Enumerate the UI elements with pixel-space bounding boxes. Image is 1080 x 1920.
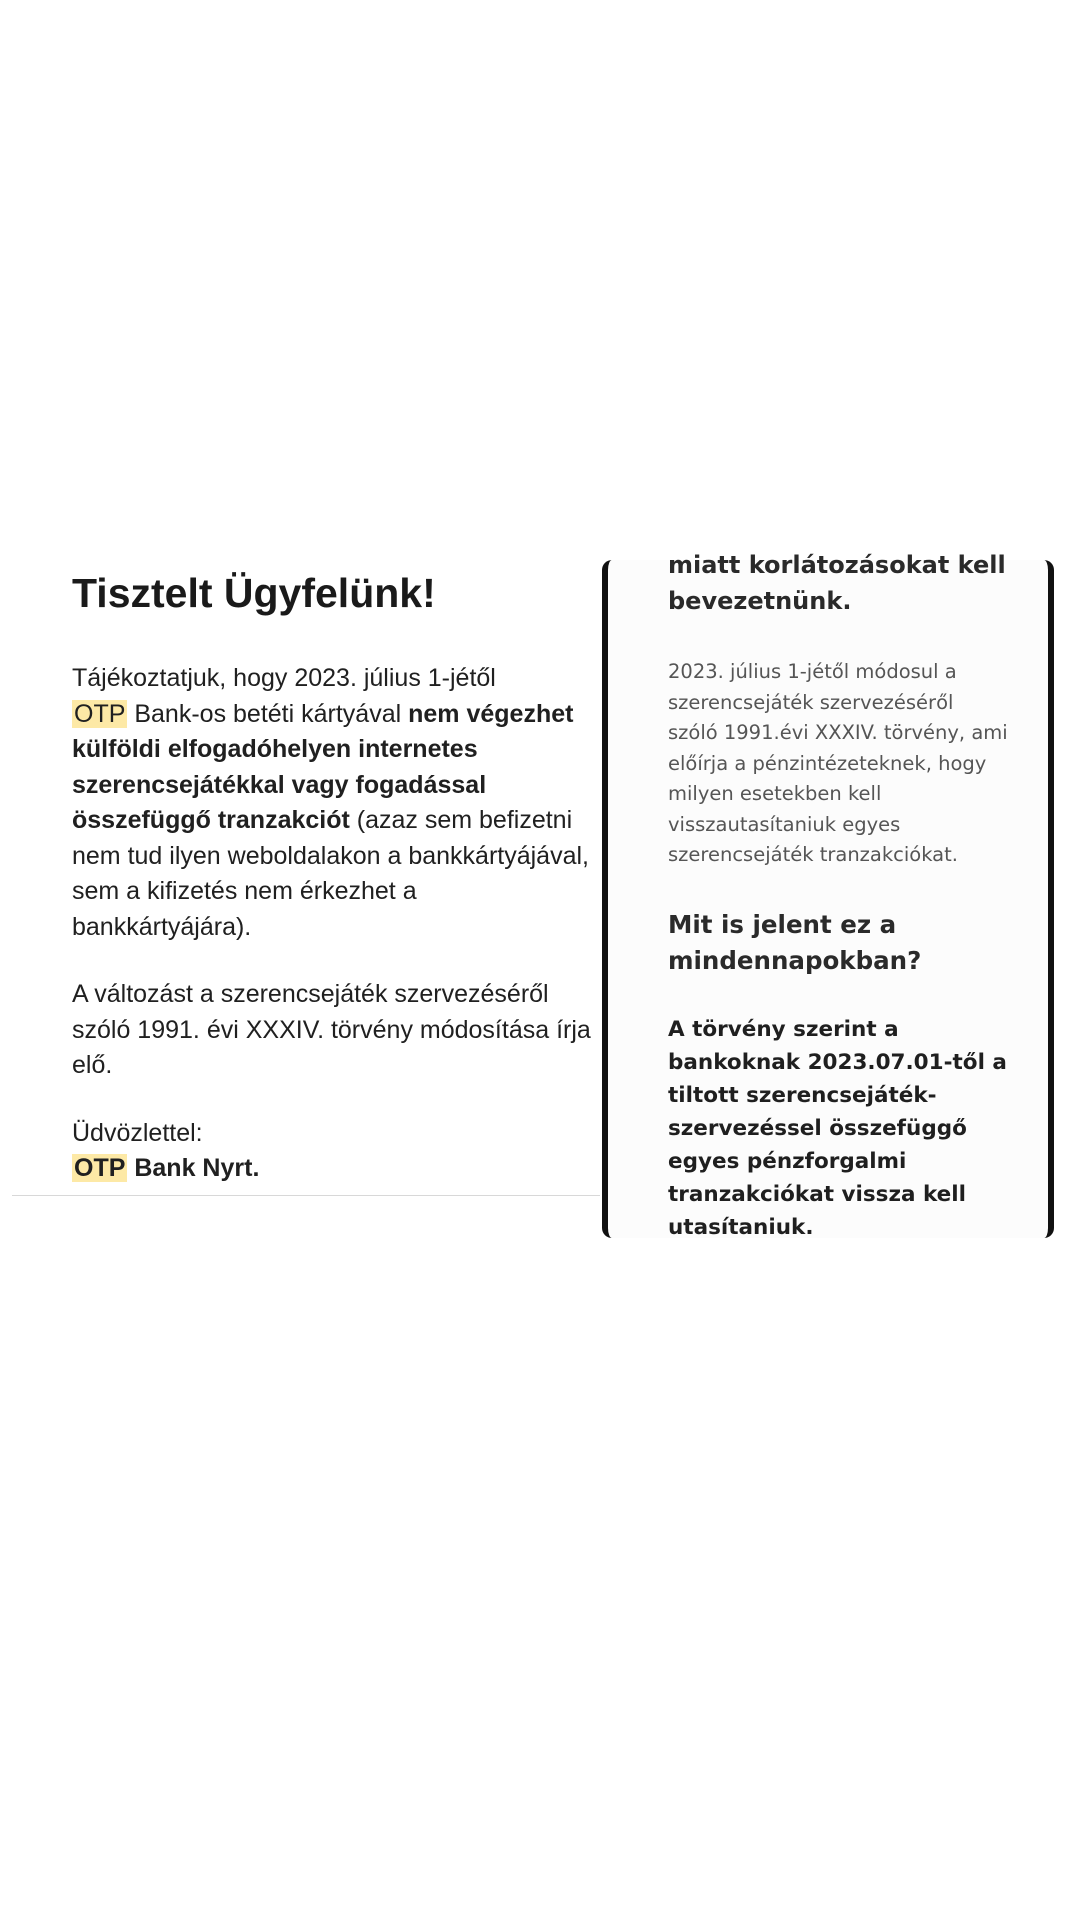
app-section-heading: Mit is jelent ez a mindennapokban?	[668, 909, 922, 975]
app-heading-continued: miatt korlátozásokat kell bevezetnünk.	[668, 551, 1006, 615]
app-law-text: 2023. július 1-jétől módosul a szerencsejáték szervezéséről szóló 1991.évi XXXIV. törvény, ami előírja a pénzintézeteknek, hogy milyen esetekben kell visszautasítaniuk egyes szerencsejáték tranzakciókat.	[668, 660, 1008, 866]
app-section-body: A törvény szerint a bankoknak 2023.07.01-től a tiltott szerencsejáték-szervezéssel összefüggő egyes pénzforgalmi tranzakciókat vissza kell utasítaniuk.	[668, 1016, 1007, 1240]
notice-intro: Tájékoztatjuk, hogy 2023. július 1-jétől	[72, 664, 496, 692]
notice-card-text: Bank-os betéti kártyával	[127, 699, 409, 728]
email-signature-block	[72, 1116, 592, 1187]
signature-company: Bank Nyrt.	[127, 1154, 260, 1182]
email-closing: Üdvözlettel:	[72, 1118, 203, 1147]
email-paragraph-law: A változást a szerencsejáték szervezéséről szóló 1991. évi XXXIV. törvény módosítása írja elő.	[72, 980, 591, 1079]
email-greeting: Tisztelt Ügyfelünk!	[72, 570, 436, 616]
app-screenshot-panel	[602, 551, 1054, 1240]
notice-restriction-bold: nem végezhet külföldi elfogadóhelyen internetes szerencsejátékkal vagy fogadással összefüggő tranzakciót	[72, 699, 574, 834]
email-panel	[12, 540, 600, 1196]
app-screenshot-content	[668, 551, 1008, 1244]
email-body	[72, 540, 592, 1187]
signature-brand-highlight: OTP	[74, 1154, 126, 1182]
otp-brand-highlight: OTP	[74, 699, 126, 728]
notice-explanation: (azaz sem befizetni nem tud ilyen weboldalakon a bankkártyájával, sem a kifizetés nem érkezhet a bankkártyájára).	[72, 806, 589, 941]
email-paragraph-notice	[72, 661, 592, 945]
